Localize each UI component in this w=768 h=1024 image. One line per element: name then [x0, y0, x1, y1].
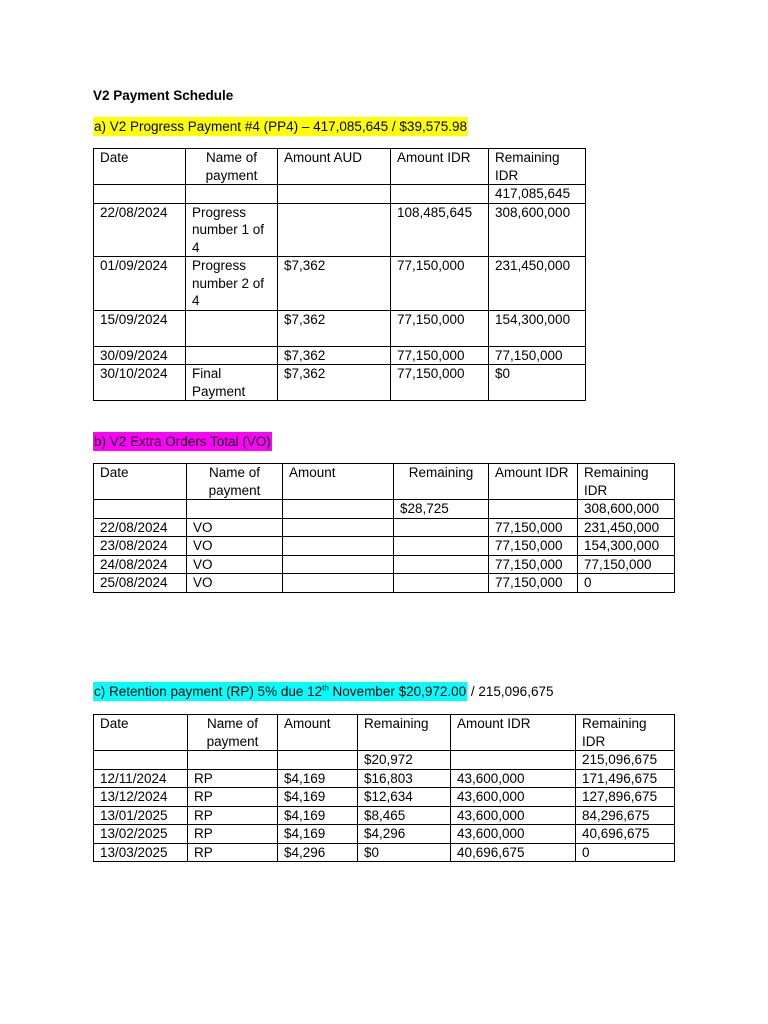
table-cell: [394, 537, 489, 556]
header-cell: Remaining: [358, 715, 451, 751]
table-cell: $7,362: [278, 346, 391, 365]
table-cell: [278, 185, 391, 204]
table-cell: 77,150,000: [489, 518, 578, 537]
table-cell: $20,972: [358, 751, 451, 770]
table-cell: VO: [187, 518, 283, 537]
header-cell: Amount: [283, 464, 394, 500]
table-cell: RP: [188, 825, 278, 844]
section-a-heading-text: a) V2 Progress Payment #4 (PP4) – 417,085,645 / $39,575.98: [94, 119, 467, 134]
section-c-heading-highlight: [93, 682, 467, 701]
table-cell: 77,150,000: [391, 310, 489, 346]
table-cell: 171,496,675: [576, 769, 675, 788]
table-cell: VO: [187, 537, 283, 556]
table-cell: 0: [578, 574, 675, 593]
table-row: [94, 825, 675, 844]
table-header-row: [94, 464, 675, 500]
table-header-row: [94, 149, 586, 185]
table-cell: 43,600,000: [451, 825, 576, 844]
table-cell: $7,362: [278, 257, 391, 311]
table-row: [94, 769, 675, 788]
table-row: [94, 500, 675, 519]
table-cell: 22/08/2024: [94, 203, 186, 257]
table-cell: 30/09/2024: [94, 346, 186, 365]
section-c-heading-superscript: th: [322, 683, 329, 693]
retention-payment-table: [93, 714, 675, 862]
table-cell: $16,803: [358, 769, 451, 788]
table-cell: $4,169: [278, 769, 358, 788]
table-cell: [186, 346, 278, 365]
table-cell: $4,169: [278, 788, 358, 807]
table-cell: [394, 574, 489, 593]
table-cell: 77,150,000: [489, 574, 578, 593]
table-cell: Progress number 2 of 4: [186, 257, 278, 311]
table-cell: 417,085,645: [489, 185, 586, 204]
table-cell: $0: [358, 843, 451, 862]
table-cell: $7,362: [278, 365, 391, 401]
table-cell: 154,300,000: [489, 310, 586, 346]
table-cell: 127,896,675: [576, 788, 675, 807]
table-cell: 0: [576, 843, 675, 862]
table-cell: [186, 185, 278, 204]
table-row: [94, 843, 675, 862]
header-cell: Remaining IDR: [576, 715, 675, 751]
table-cell: 25/08/2024: [94, 574, 187, 593]
table-row: [94, 788, 675, 807]
table-cell: 01/09/2024: [94, 257, 186, 311]
table-cell: 30/10/2024: [94, 365, 186, 401]
table-cell: [391, 185, 489, 204]
table-cell: 24/08/2024: [94, 555, 187, 574]
table-row: [94, 346, 586, 365]
table-cell: [451, 751, 576, 770]
table-cell: RP: [188, 788, 278, 807]
table-cell: $7,362: [278, 310, 391, 346]
table-cell: 231,450,000: [578, 518, 675, 537]
table-cell: $8,465: [358, 806, 451, 825]
table-cell: [489, 500, 578, 519]
header-cell: Amount IDR: [489, 464, 578, 500]
table-cell: 43,600,000: [451, 769, 576, 788]
table-cell: 231,450,000: [489, 257, 586, 311]
section-c-heading-idr-total: / 215,096,675: [467, 684, 554, 699]
table-cell: 77,150,000: [489, 555, 578, 574]
table-cell: 77,150,000: [391, 365, 489, 401]
table-cell: 40,696,675: [451, 843, 576, 862]
table-cell: $4,169: [278, 825, 358, 844]
table-cell: $4,296: [278, 843, 358, 862]
table-cell: [283, 518, 394, 537]
table-cell: 77,150,000: [578, 555, 675, 574]
header-cell: Date: [94, 715, 188, 751]
table-cell: [186, 310, 278, 346]
table-cell: 23/08/2024: [94, 537, 187, 556]
table-cell: 154,300,000: [578, 537, 675, 556]
table-cell: Final Payment: [186, 365, 278, 401]
table-cell: [188, 751, 278, 770]
table-cell: 77,150,000: [391, 257, 489, 311]
header-cell: Name of payment: [187, 464, 283, 500]
header-cell: Name of payment: [186, 149, 278, 185]
header-cell: Remaining: [394, 464, 489, 500]
table-cell: 308,600,000: [489, 203, 586, 257]
table-cell: [283, 574, 394, 593]
table-row: [94, 185, 586, 204]
table-cell: $4,296: [358, 825, 451, 844]
table-cell: $28,725: [394, 500, 489, 519]
table-row: [94, 203, 586, 257]
table-cell: [187, 500, 283, 519]
table-row: [94, 806, 675, 825]
table-row: [94, 555, 675, 574]
table-cell: [283, 500, 394, 519]
table-cell: $12,634: [358, 788, 451, 807]
table-cell: 13/02/2025: [94, 825, 188, 844]
table-cell: $0: [489, 365, 586, 401]
document-title: V2 Payment Schedule: [93, 88, 234, 103]
table-cell: 308,600,000: [578, 500, 675, 519]
table-cell: 22/08/2024: [94, 518, 187, 537]
table-row: [94, 257, 586, 311]
table-cell: Progress number 1 of 4: [186, 203, 278, 257]
table-cell: [278, 751, 358, 770]
table-cell: [394, 555, 489, 574]
table-cell: [94, 500, 187, 519]
table-cell: 13/01/2025: [94, 806, 188, 825]
table-cell: 13/03/2025: [94, 843, 188, 862]
table-cell: $4,169: [278, 806, 358, 825]
section-b-heading: [93, 434, 272, 449]
header-cell: Date: [94, 464, 187, 500]
table-cell: RP: [188, 843, 278, 862]
table-cell: 15/09/2024: [94, 310, 186, 346]
table-row: [94, 365, 586, 401]
table-cell: VO: [187, 555, 283, 574]
section-c-heading-text: c) Retention payment (RP) 5% due 12: [94, 684, 323, 699]
table-cell: [283, 537, 394, 556]
header-cell: Date: [94, 149, 186, 185]
section-c-heading: [93, 684, 553, 699]
header-cell: Amount: [278, 715, 358, 751]
header-cell: Remaining IDR: [489, 149, 586, 185]
table-cell: 13/12/2024: [94, 788, 188, 807]
table-cell: [394, 518, 489, 537]
header-cell: Amount IDR: [391, 149, 489, 185]
table-row: [94, 537, 675, 556]
header-cell: Remaining IDR: [578, 464, 675, 500]
extra-orders-table: [93, 463, 675, 593]
table-cell: RP: [188, 806, 278, 825]
table-row: [94, 310, 586, 346]
table-cell: 77,150,000: [489, 537, 578, 556]
section-b-heading-text: b) V2 Extra Orders Total (VO): [94, 434, 271, 449]
header-cell: Amount IDR: [451, 715, 576, 751]
section-c-heading-text-end: November $20,972.00: [328, 684, 467, 699]
header-cell: Amount AUD: [278, 149, 391, 185]
table-cell: [283, 555, 394, 574]
table-cell: RP: [188, 769, 278, 788]
table-cell: 108,485,645: [391, 203, 489, 257]
table-cell: VO: [187, 574, 283, 593]
table-header-row: [94, 715, 675, 751]
table-cell: 77,150,000: [391, 346, 489, 365]
table-cell: 40,696,675: [576, 825, 675, 844]
table-cell: 43,600,000: [451, 788, 576, 807]
table-cell: 215,096,675: [576, 751, 675, 770]
table-cell: [278, 203, 391, 257]
table-row: [94, 751, 675, 770]
table-row: [94, 518, 675, 537]
header-cell: Name of payment: [188, 715, 278, 751]
table-cell: [94, 185, 186, 204]
table-cell: 77,150,000: [489, 346, 586, 365]
table-cell: [94, 751, 188, 770]
table-cell: 84,296,675: [576, 806, 675, 825]
table-row: [94, 574, 675, 593]
table-cell: 43,600,000: [451, 806, 576, 825]
table-cell: 12/11/2024: [94, 769, 188, 788]
section-a-heading: [93, 119, 468, 134]
progress-payment-table: [93, 148, 586, 401]
